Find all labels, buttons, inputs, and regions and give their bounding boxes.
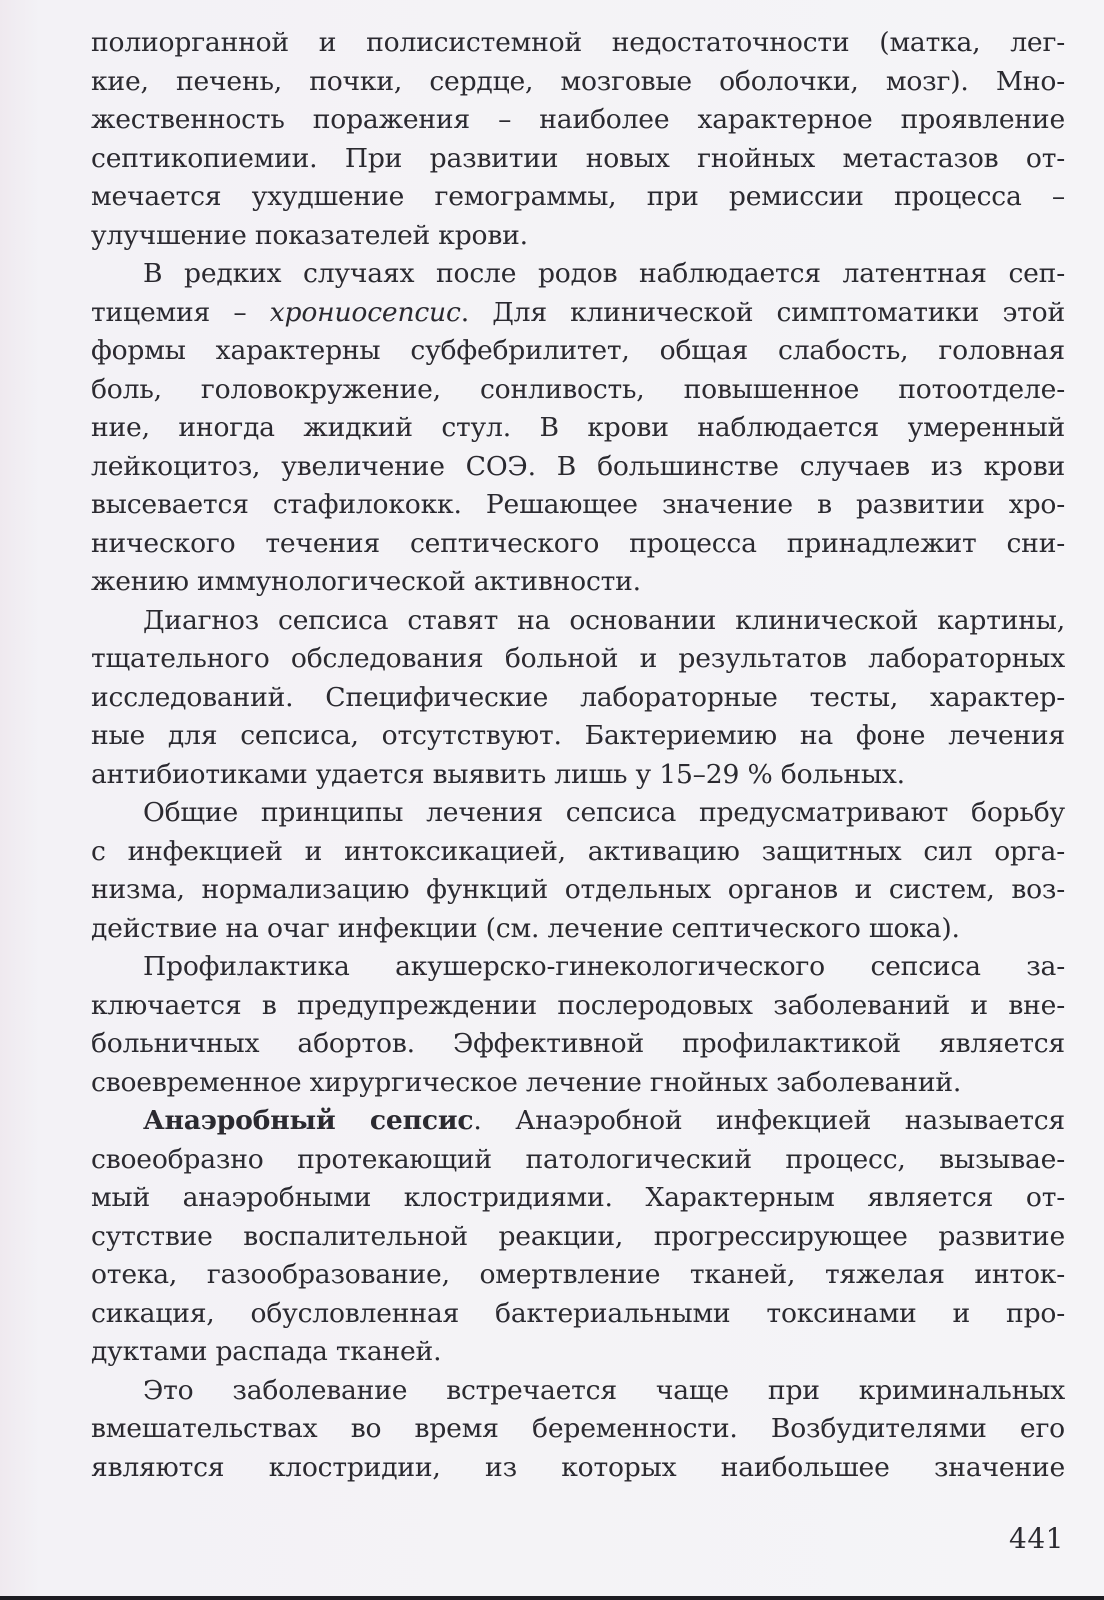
paragraph-1 [91, 24, 1065, 255]
text-fragment: . Для клинической симптоматики этой [460, 296, 1065, 328]
text-line: низма, нормализацию функций отдельных органов и систем, воз- [91, 874, 1065, 905]
page-bottom-edge [0, 1596, 1104, 1600]
text-line: антибиотиками удается выявить лишь у 15–29 % больных. [91, 758, 905, 790]
text-line: действие на очаг инфекции (см. лечение септического шока). [91, 912, 960, 944]
text-line: Это заболевание встречается чаще при криминальных [143, 1374, 1065, 1406]
text-line: жественность поражения – наиболее характерное проявление [91, 104, 1065, 135]
text-line: своевременное хирургическое лечение гнойных заболеваний. [91, 1066, 962, 1098]
text-line: Диагноз сепсиса ставят на основании клинической картины, [143, 604, 1065, 636]
text-fragment: . Анаэробной инфекцией называется [473, 1105, 1065, 1136]
text-line: лейкоцитоз, увеличение СОЭ. В большинстве случаев из крови [91, 450, 1065, 482]
text-line: своеобразно протекающий патологический процесс, вызывае- [91, 1143, 1065, 1175]
text-line: отека, газообразование, омертвление тканей, тяжелая инток- [91, 1259, 1065, 1290]
text-line: сикация, обусловленная бактериальными токсинами и про- [91, 1297, 1065, 1329]
text-line: исследований. Специфические лабораторные тесты, характер- [91, 681, 1065, 713]
text-line: сутствие воспалительной реакции, прогрессирующее развитие [91, 1220, 1065, 1252]
page-number: 441 [1009, 1522, 1064, 1555]
text-line: полиорганной и полисистемной недостаточности (матка, лег- [91, 27, 1065, 58]
paragraph-5 [91, 948, 1065, 1102]
text-line: формы характерны субфебрилитет, общая слабость, головная [91, 335, 1065, 366]
body-text [91, 24, 1065, 1487]
run-in-heading: Анаэробный сепсис [143, 1105, 474, 1136]
text-line: боль, головокружение, сонливость, повышенное потоотделе- [91, 373, 1065, 405]
text-line-with-term [91, 294, 1065, 333]
text-fragment: тицемия – [91, 296, 270, 328]
text-line: Общие принципы лечения сепсиса предусматривают борьбу [143, 797, 1065, 828]
text-line: кие, печень, почки, сердце, мозговые оболочки, мозг). Мно- [91, 65, 1065, 97]
text-line: ключается в предупреждении послеродовых заболеваний и вне- [91, 989, 1065, 1021]
text-line: мечается ухудшение гемограммы, при ремиссии процесса – [91, 181, 1065, 212]
text-line: жению иммунологической активности. [91, 566, 641, 597]
text-line: являются клостридии, из которых наибольшее значение [91, 1451, 1065, 1483]
text-line: нического течения септического процесса принадлежит сни- [91, 527, 1065, 559]
text-line: Профилактика акушерско-гинекологического сепсиса за- [143, 951, 1065, 982]
text-line: с инфекцией и интоксикацией, активацию защитных сил орга- [91, 835, 1065, 867]
paragraph-4 [91, 794, 1065, 948]
italic-term: хрониосепсис [269, 296, 461, 328]
text-line-with-heading [91, 1102, 1065, 1141]
text-line: В редких случаях после родов наблюдается латентная сеп- [143, 258, 1065, 289]
text-line: больничных абортов. Эффективной профилактикой является [91, 1028, 1065, 1059]
paragraph-3 [91, 602, 1065, 795]
paragraph-7 [91, 1372, 1065, 1488]
paragraph-6 [91, 1102, 1065, 1372]
paragraph-2 [91, 255, 1065, 602]
text-line: септикопиемии. При развитии новых гнойных метастазов от- [91, 142, 1065, 174]
text-line: ние, иногда жидкий стул. В крови наблюдается умеренный [91, 412, 1065, 443]
text-line: мый анаэробными клостридиями. Характерным является от- [91, 1182, 1065, 1213]
text-line: вмешательствах во время беременности. Возбудителями его [91, 1413, 1065, 1444]
text-line: улучшение показателей крови. [91, 219, 528, 251]
text-line: тщательного обследования больной и результатов лабораторных [91, 643, 1065, 674]
text-line: дуктами распада тканей. [91, 1336, 442, 1367]
text-line: высевается стафилококк. Решающее значение в развитии хро- [91, 489, 1065, 520]
text-line: ные для сепсиса, отсутствуют. Бактериемию на фоне лечения [91, 720, 1065, 751]
